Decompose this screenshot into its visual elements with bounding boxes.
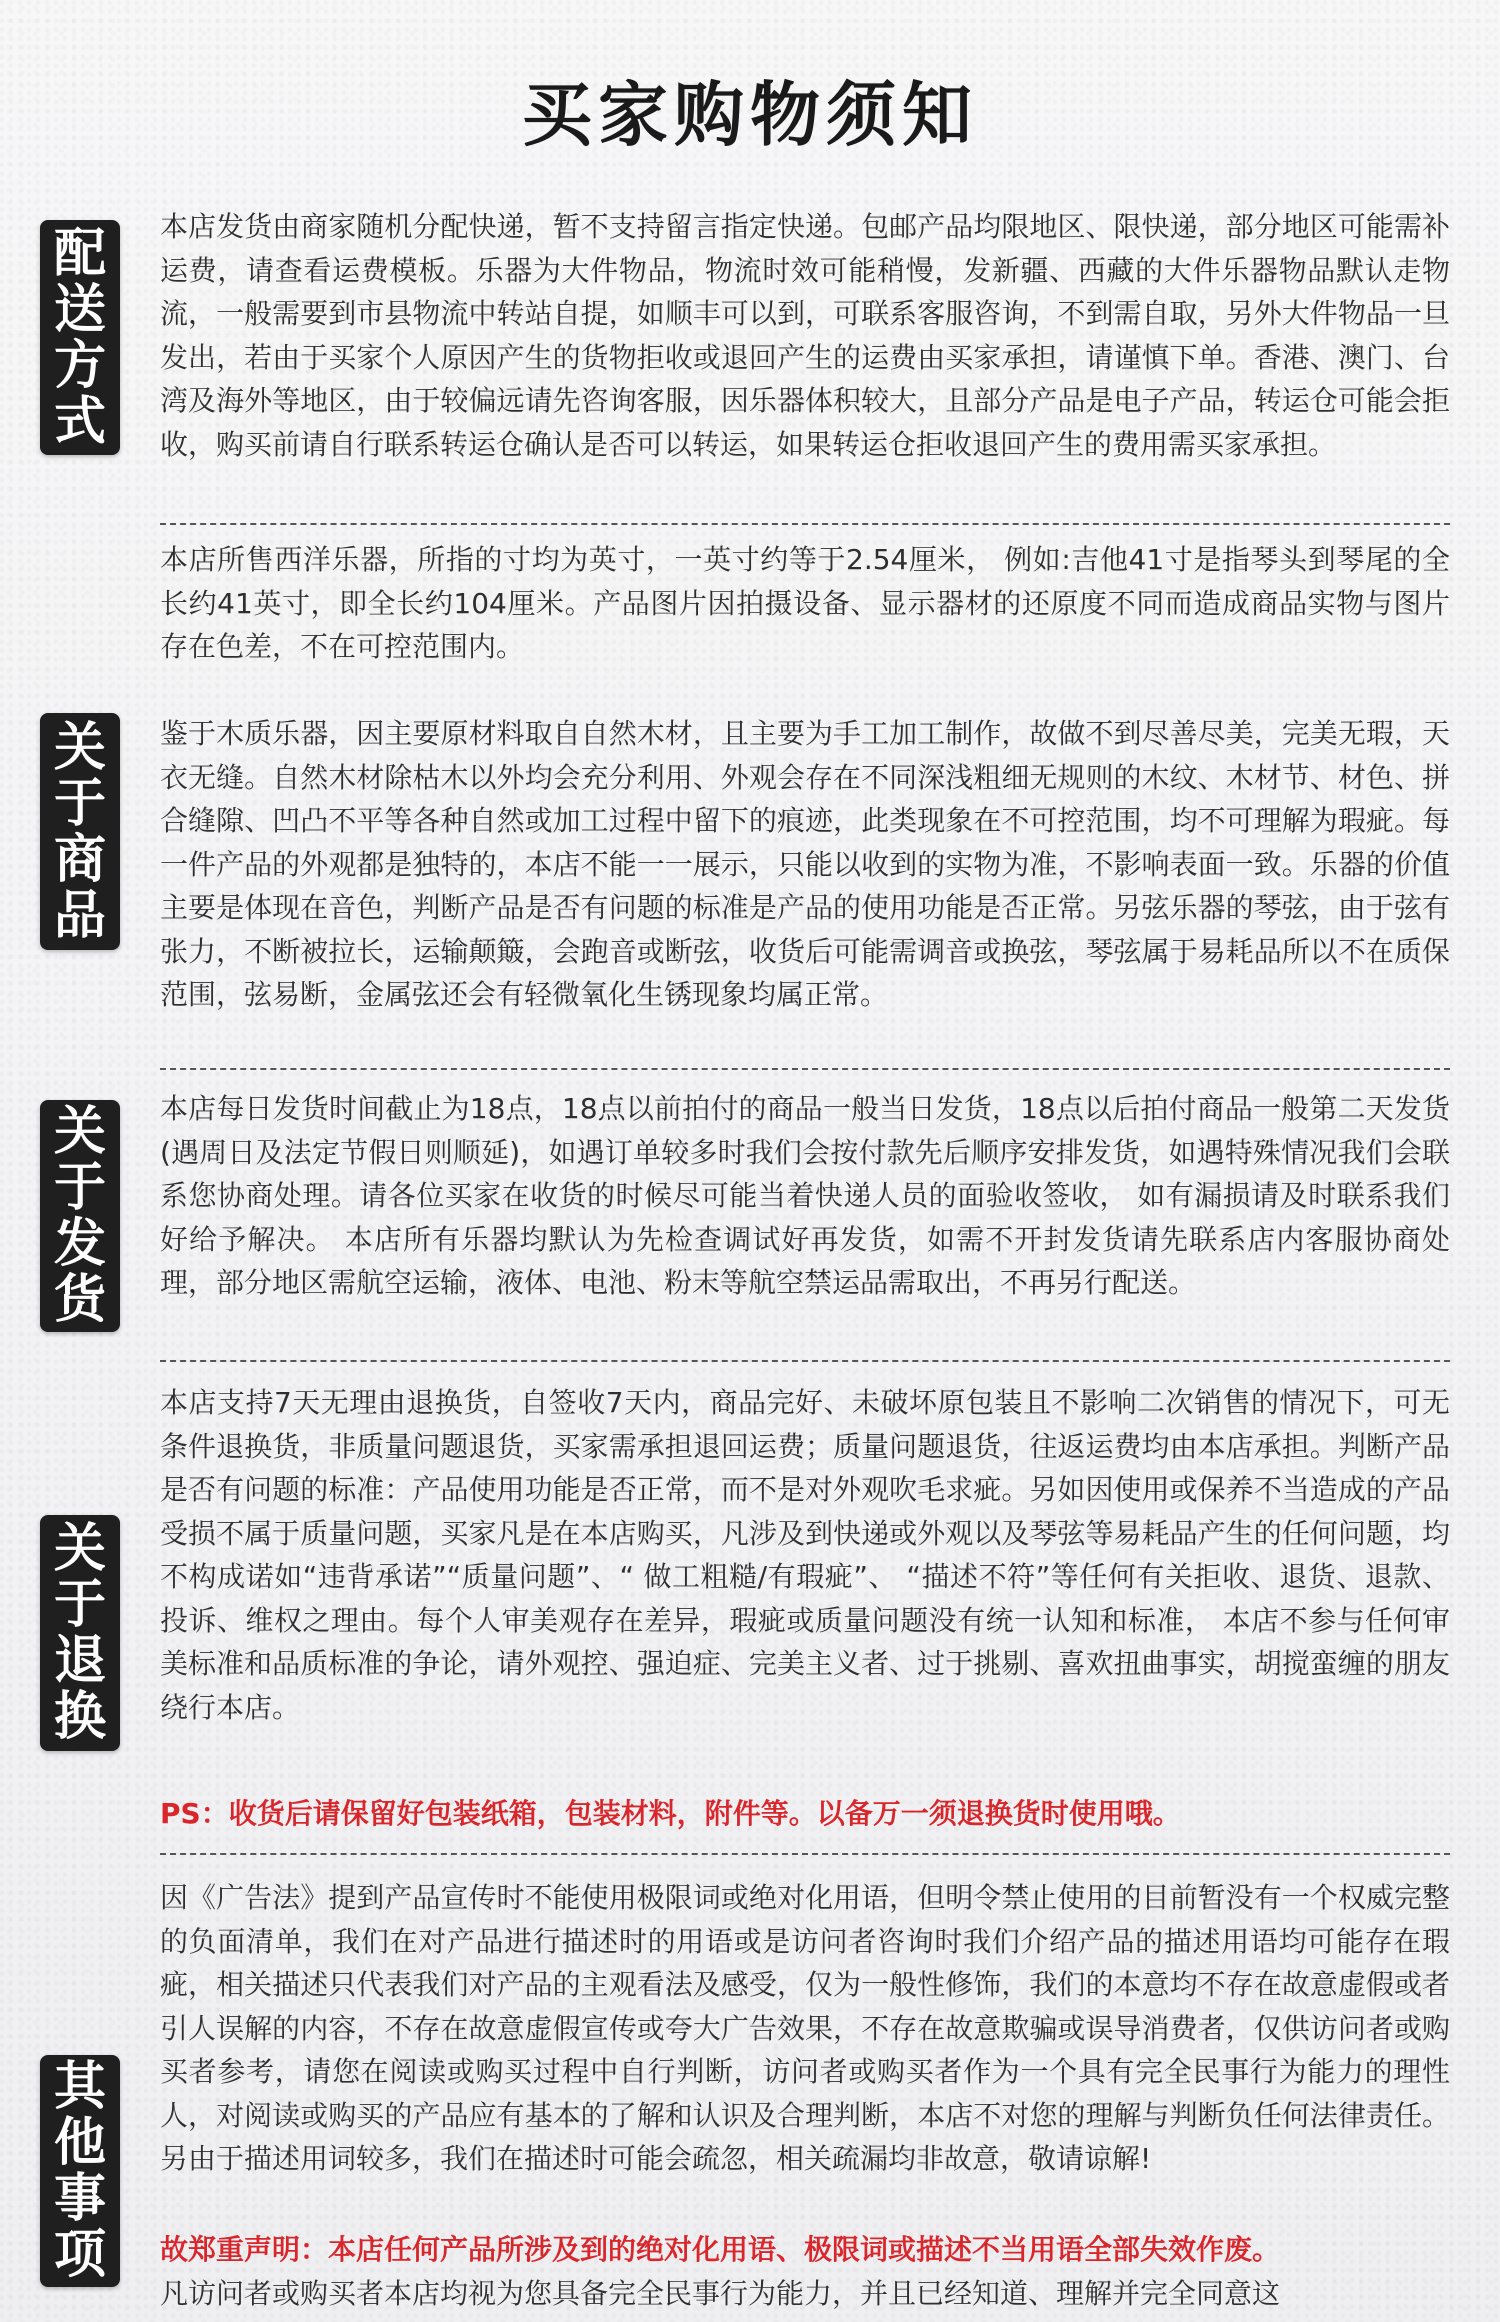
tag-char: 方	[53, 335, 106, 396]
tag-char: 商	[53, 829, 106, 890]
shipping-paragraph: 本店每日发货时间截止为18点，18点以前拍付的商品一般当日发货，18点以后拍付商品一般第二天发货(遇周日及法定节假日则顺延)，如遇订单较多时我们会按付款先后顺序安排发货，如遇特殊情况我们会联系您协商处理。请各位买家在收货的时候尽可能当着快递人员的面验收签收， 如有漏损请及时联系我们好给予解决。 本店所有乐器均默认为先检查调试好再发货，如需不开封发货请先联系店内客服协商处理，部分地区需航空运输，液体、电池、粉末等航空禁运品需取出，不再另行配送。	[160, 1092, 1450, 1299]
tag-char: 送	[53, 279, 106, 340]
legal-notice: 故郑重声明：本店任何产品所涉及到的绝对化用语、极限词或描述不当用语全部失效作废。	[160, 2233, 1281, 2266]
tag-char: 关	[53, 1102, 106, 1162]
tag-char: 配	[53, 223, 106, 284]
tag-char: 事	[53, 2169, 106, 2229]
ps-note: PS：收货后请保留好包装纸箱，包装材料，附件等。以备万一须退换货时使用哦。	[160, 1797, 1181, 1830]
section-divider	[160, 523, 1450, 525]
tag-char: 于	[53, 1158, 106, 1218]
section-tag-other	[40, 2055, 120, 2287]
section-tag-delivery	[40, 220, 120, 455]
other-paragraph: 因《广告法》提到产品宣传时不能使用极限词或绝对化用语，但明令禁止使用的目前暂没有一个权威完整的负面清单，我们在对产品进行描述时的用语或是访问者咨询时我们介绍产品的描述用语均可能存在瑕疵，相关描述只代表我们对产品的主观看法及感受，仅为一般性修饰，我们的本意均不存在故意虚假或者引人误解的内容，不存在故意虚假宣传或夸大广告效果，不存在故意欺骗或误导消费者，仅供访问者或购买者参考，请您在阅读或购买过程中自行判断，访问者或购买者作为一个具有完全民事行为能力的理性人，对阅读或购买的产品应有基本的了解和认识及合理判断，本店不对您的理解与判断负任何法律责任。另由于描述用词较多，我们在描述时可能会疏忽，相关疏漏均非故意，敬请谅解!	[160, 1881, 1450, 2175]
tag-char: 关	[53, 717, 106, 778]
tag-char: 货	[53, 1270, 106, 1330]
tag-char: 退	[53, 1631, 106, 1691]
section-tag-shipping	[40, 1100, 120, 1332]
returns-paragraph: 本店支持7天无理由退换货，自签收7天内，商品完好、未破坏原包装且不影响二次销售的情况下，可无条件退换货，非质量问题退货，买家需承担退回运费；质量问题退货，往返运费均由本店承担。判断产品是否有问题的标准：产品使用功能是否正常，而不是对外观吹毛求疵。另如因使用或保养不当造成的产品受损不属于质量问题，买家凡是在本店购买，凡涉及到快递或外观以及琴弦等易耗品产生的任何问题，均不构成诺如“违背承诺”“质量问题”、“ 做工粗糙/有瑕疵”、 “描述不符”等任何有关拒收、退货、退款、投诉、维权之理由。每个人审美观存在差异，瑕疵或质量问题没有统一认知和标准， 本店不参与任何审美标准和品质标准的争论，请外观控、强迫症、完美主义者、过于挑剔、喜欢扭曲事实，胡搅蛮缠的朋友绕行本店。	[160, 1386, 1450, 1724]
last-paragraph: 凡访问者或购买者本店均视为您具备完全民事行为能力，并且已经知道、理解并完全同意这	[160, 2277, 1281, 2310]
page-title: 买家购物须知	[522, 74, 978, 156]
tag-char: 关	[53, 1519, 106, 1579]
section-tag-returns	[40, 1515, 120, 1751]
tag-char: 其	[53, 2057, 106, 2117]
goods-paragraph: 鉴于木质乐器，因主要原材料取自自然木材，且主要为手工加工制作，故做不到尽善尽美，完美无瑕，天衣无缝。自然木材除枯木以外均会充分利用、外观会存在不同深浅粗细无规则的木纹、木材节、材色、拼合缝隙、凹凸不平等各种自然或加工过程中留下的痕迹，此类现象在不可控范围，均不可理解为瑕疵。每一件产品的外观都是独特的，本店不能一一展示，只能以收到的实物为准，不影响表面一致。乐器的价值主要是体现在音色，判断产品是否有问题的标准是产品的使用功能是否正常。另弦乐器的琴弦，由于弦有张力，不断被拉长，运输颠簸，会跑音或断弦，收货后可能需调音或换弦，琴弦属于易耗品所以不在质保范围，弦易断，金属弦还会有轻微氧化生锈现象均属正常。	[160, 717, 1450, 1011]
tag-char: 发	[53, 1214, 106, 1274]
size-paragraph: 本店所售西洋乐器，所指的寸均为英寸，一英寸约等于2.54厘米， 例如:吉他41寸是指琴头到琴尾的全长约41英寸，即全长约104厘米。产品图片因拍摄设备、显示器材的还原度不同而造成商品实物与图片存在色差，不在可控范围内。	[160, 543, 1450, 663]
tag-char: 项	[53, 2225, 106, 2285]
tag-char: 式	[53, 391, 106, 452]
section-divider	[160, 1068, 1450, 1070]
tag-char: 他	[53, 2113, 106, 2173]
section-tag-goods	[40, 713, 120, 950]
delivery-paragraph: 本店发货由商家随机分配快递，暂不支持留言指定快递。包邮产品均限地区、限快递，部分地区可能需补运费，请查看运费模板。乐器为大件物品，物流时效可能稍慢，发新疆、西藏的大件乐器物品默认走物流，一般需要到市县物流中转站自提，如顺丰可以到，可联系客服咨询，不到需自取，另外大件物品一旦发出，若由于买家个人原因产生的货物拒收或退回产生的运费由买家承担，请谨慎下单。香港、澳门、台湾及海外等地区，由于较偏远请先咨询客服，因乐器体积较大，且部分产品是电子产品，转运仓可能会拒收，购买前请自行联系转运仓确认是否可以转运，如果转运仓拒收退回产生的费用需买家承担。	[160, 210, 1450, 461]
tag-char: 品	[53, 885, 106, 946]
tag-char: 换	[53, 1687, 106, 1747]
section-divider	[160, 1360, 1450, 1362]
tag-char: 于	[53, 1575, 106, 1635]
section-divider	[160, 1853, 1450, 1855]
tag-char: 于	[53, 773, 106, 834]
